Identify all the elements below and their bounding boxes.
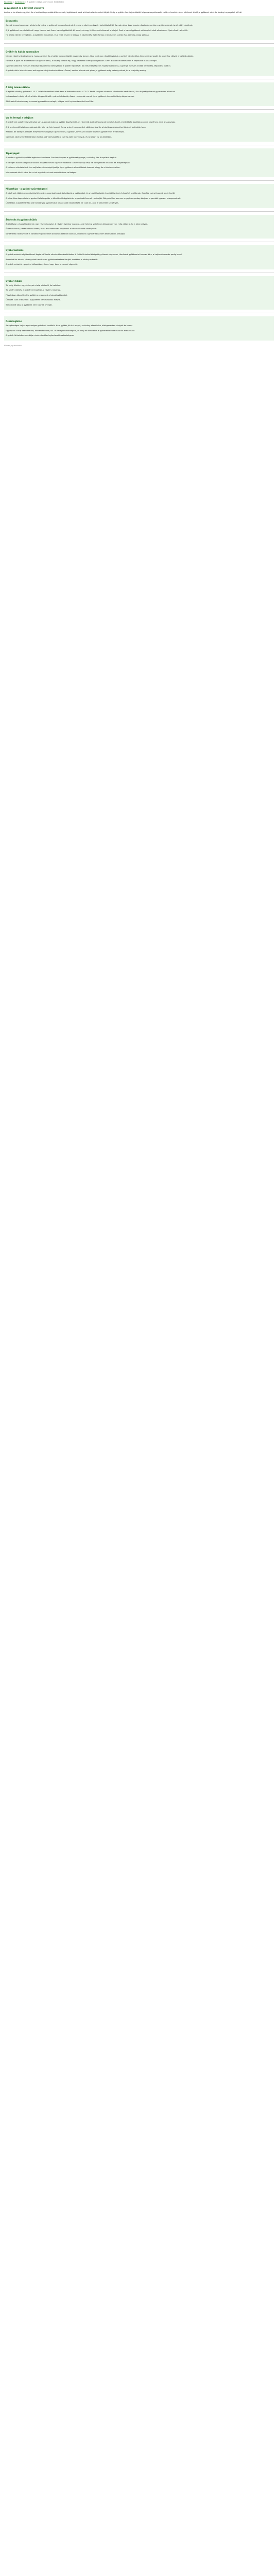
section-paragraph: A gyökérmetszést nyugalmi időszakban, ősszel vagy kora tavasszal végezzük. bbox=[6, 263, 78, 265]
section-paragraph: Mikroelemek közül a bór és a cink a gyökércsúcsok osztódásához szükséges. bbox=[6, 171, 77, 174]
section-paragraph: Ültetéskor a gyökérzónába szórt oltóanyag gyorsíthatja a kapcsolat kialakulását, de csak ott, ahol a talaj élete szegényes. bbox=[6, 202, 119, 204]
section-heading: Átültetés és gyökérsérülés bbox=[6, 218, 37, 221]
article-body bbox=[4, 16, 274, 341]
section-paragraph: Átültetéskor a hajszálgyökerek nagy része elpusztul. A növény ilyenkor napokig, akár hetekig vízhiányos állapotban van, még akkor is, ha a talaj nedves. bbox=[6, 223, 148, 225]
article-section bbox=[4, 82, 274, 107]
section-divider bbox=[4, 43, 274, 44]
breadcrumb-home-link[interactable]: Kezdőlap bbox=[4, 1, 13, 3]
article-section bbox=[4, 316, 274, 341]
page bbox=[2, 0, 276, 350]
section-paragraph: Az egészséges hajtás egészséges gyökérrel kezdődik. Ha a gyökér jól érzi magát, a növény ellenállóbb, bőségesebben virágzik és terem. bbox=[6, 325, 133, 327]
breadcrumb bbox=[4, 1, 274, 4]
section-paragraph: Figyeljünk a talaj szerkezetére, hőmérsékletére, víz- és levegőellátottságára, és bánjunk kímélettel a gyökerekkel ültetéskor és metszéskor. bbox=[6, 329, 135, 332]
section-paragraph: Mulcsozással a talaj hőmérséklete kiegyenlíthető: nyáron hűvösebb, ősszel melegebb marad, így a gyökerek hosszabb ideig dolgozhatnak. bbox=[6, 95, 135, 97]
article-section bbox=[4, 215, 274, 239]
section-paragraph: Sötét színű takaróanyag tavasszal gyorsabban melegít, világos színű nyáron kevésbé hevül fel. bbox=[6, 100, 94, 103]
section-paragraph: Öntözés csak a felszínen: a gyökerek nem hatolnak mélyre. bbox=[6, 299, 61, 301]
breadcrumb-separator: » bbox=[25, 1, 27, 3]
section-paragraph: Ritkább, de bőséges öntözés mélyebbre csalogatja a gyökereket, a gyakori, kevés víz viszont felszínes gyökérzetet eredményez. bbox=[6, 131, 125, 133]
section-paragraph: Ha a talaj tömör, levegőtlen, a gyökerek megállnak, és a felső részen is lelassul a növekedés. Ezért fontos a rendszeres lazítás és a szerves anyag pótlása. bbox=[6, 34, 149, 36]
section-paragraph: Túl sekély ültetés: a gyökérzet kiszárad, a növény meginog. bbox=[6, 289, 61, 291]
article-section bbox=[4, 245, 274, 269]
section-paragraph: Minden növény törekszik arra, hogy a gyökér és a hajtás tömege között egyensúly legyen. Ha a lomb egy részét levágjuk, a gyökér növekedése átmenetileg megáll, és a növény először a hajtást pótolja. bbox=[6, 55, 194, 57]
section-paragraph: A gyökér aktív időszaka nem esik egybe a hajtásnövekedéssel. Ősszel, amikor a lomb már pihen, a gyökerek még hetekig nőnek, ha a talaj elég meleg. bbox=[6, 70, 147, 72]
section-heading: Gyökér és hajtás egyensúlya bbox=[6, 50, 39, 53]
section-heading: Bevezetés bbox=[6, 20, 18, 22]
page-title: A gyökérzet és a levélzet viszonya bbox=[4, 6, 44, 9]
section-divider bbox=[4, 180, 274, 181]
section-divider bbox=[4, 109, 274, 110]
section-paragraph: A legtöbb növény gyökere 8–10 °C talajhőmérséklet felett kezd el érdemben nőni. A 25 °C feletti talajban viszont a növekedés ismét lassul, és a hajszálgyökerek gyorsabban elhalnak. bbox=[6, 90, 176, 93]
section-heading: Gyökérmetszés bbox=[6, 249, 24, 251]
breadcrumb-current: A gyökér hatása a növények fejlődésére bbox=[27, 1, 64, 3]
section-paragraph: A foszfor a gyökérképződés legfontosabb eleme. Foszforhiányban a gyökérzet gyenge, a növény lilás árnyalatot kaphat. bbox=[6, 157, 117, 159]
section-paragraph: A kálium a vízháztartást és a sejtfalak szilárdságát javítja, így a gyökerek ellenállóbbak lesznek a fagy és a kórokozók ellen. bbox=[6, 166, 120, 168]
section-paragraph: A mikorrhiza-kapcsolatot a gyakori talajforgatás, a túlzott műtrágyázás és a gombaölő szerek rombolják. Bolygatatlan, szerves anyagban gazdag talajban a gombák gyorsan elszaporodnak. bbox=[6, 197, 181, 199]
section-heading: Összefoglalás bbox=[6, 320, 22, 323]
breadcrumb-category-link[interactable]: Apróságok bbox=[14, 1, 25, 3]
breadcrumb-separator: » bbox=[13, 1, 14, 3]
article-section bbox=[4, 113, 274, 142]
section-paragraph: Érdemes borús, párás időben ültetni, és az első hetekben árnyékolni a frissen ültetett növényeket. bbox=[6, 228, 97, 230]
section-paragraph: A nitrogén túlzott adagolása viszont a hajtást növeli a gyökér rovására: a növény buja lesz, de könnyebben kiszárad és megbetegszik. bbox=[6, 161, 131, 164]
article-section bbox=[4, 184, 274, 208]
section-paragraph: A gyökérmetszés régi kertészeti fogás a túl erős növekedés mérséklésére. A fa körül ásóval átvágott gyökerek elágaznak, tömörebb gyökérzetet hoznak létre, a hajtásnövekedés pedig lassul. bbox=[6, 253, 183, 256]
section-heading: Gyakori hibák bbox=[6, 279, 22, 282]
section-divider bbox=[4, 211, 274, 212]
section-paragraph: Konténeres növényeknél a körbenövő gyökereket óvatosan szét kell bontani, különben a gyökérlabda nem terjeszkedik a talajba. bbox=[6, 232, 126, 235]
section-paragraph: A gyökér láthatatlan munkája minden kertész legfontosabb szövetségese. bbox=[6, 334, 75, 336]
footer: Minden jog fenntartva. bbox=[4, 344, 23, 347]
section-heading: Mikorrhiza – a gyökér szövetségesei bbox=[6, 188, 48, 190]
section-paragraph: Gyümölcsfáknál a metszés erőssége közvetlenül befolyásolja a gyökér fejlődését. Az erős metszés erős hajtásnövekedést, a gyenge metszés inkább termőrész-képződést indít el. bbox=[6, 64, 171, 67]
section-paragraph: Tömörödött talaj: a gyökerek nem kapnak levegőt. bbox=[6, 303, 53, 306]
section-paragraph: A gyökérnek oxigénre is szüksége van. A pangó vízben a gyökér légzése leáll, és rövid idő alatt rothadásnak indulhat. Ezért a túlöntözés legalább annyira veszélyes, mint a szárazság. bbox=[6, 121, 176, 123]
section-paragraph: Cserepes növényeknél különösen fontos a jó vízelvezetés: a cserép alján legyen lyuk, és ne álljon víz az alátétben. bbox=[6, 135, 112, 138]
section-paragraph: A jó gyökérzet nem feltétlenül nagy, hanem sok finom hajszálgyökérből áll, amelyek nagy felületen érintkeznek a talajjal. Ezek a hajszálgyökerek néhány hét alatt elhalnak és újak nőnek helyettük. bbox=[6, 29, 188, 31]
article-section bbox=[4, 47, 274, 76]
intro-paragraph: Amikor a kertészek a gyökér és a levélzet kapcsolatáról beszélnek, legtöbbször csak a felszín alatti munkát látják. Pedig a gyökér és a hajtás között folyamatos párbeszéd zajlik: a levelek cukrot küldenek lefelé, a gyökerek vizet és ásványi anyagokat felfelé. bbox=[4, 11, 242, 13]
section-paragraph: Friss trágya közvetlenül a gyökérre: megégeti a hajszálgyökereket. bbox=[6, 294, 68, 296]
article-section bbox=[4, 148, 274, 177]
section-paragraph: Az első tavaszi napokban a talaj még hideg, a gyökerek lassan ébrednek. Ilyenkor a növény a tavalyi tartalékaiból él, és csak akkor kezd igazán növekedni, amikor a gyökércsúcsok ismét aktívvá válnak. bbox=[6, 24, 193, 26]
section-paragraph: A növények többsége gombákkal él együtt: a gombafonalak behálózzák a gyökereket, és a talaj távolabbi részeiből is vizet és foszfort szállítanak. Cserébe cukrot kapnak a növénytől. bbox=[6, 192, 176, 194]
section-paragraph: Bonsainál és dézsás növényeknél rendszeres gyökérmetszéssel tartják kordában a növény méretét. bbox=[6, 258, 98, 261]
section-heading: Víz és levegő a talajban bbox=[6, 116, 33, 119]
section-heading: Tápanyagok bbox=[6, 152, 20, 155]
section-heading: A talaj hőmérséklete bbox=[6, 86, 30, 89]
section-paragraph: A jó szerkezetű talajban a pórusok kb. fele víz, fele levegő. Ezt az arányt komposzttal, zöldtrágyával és a talaj taposásának kerülésével tarthatjuk fenn. bbox=[6, 126, 146, 128]
section-paragraph: Túl mély ültetés: a gyökérnyak a talaj alá kerül, és befullad. bbox=[6, 284, 61, 286]
article-section bbox=[4, 16, 274, 40]
section-paragraph: Fordítva is igaz: ha átültetéskor sok gyökér sérül, a növény lombot ejt, hogy kevesebb vizet párologtasson. Ezért ajánlott átültetés után a hajtásokat is visszavágni. bbox=[6, 60, 158, 62]
article-section bbox=[4, 276, 274, 310]
